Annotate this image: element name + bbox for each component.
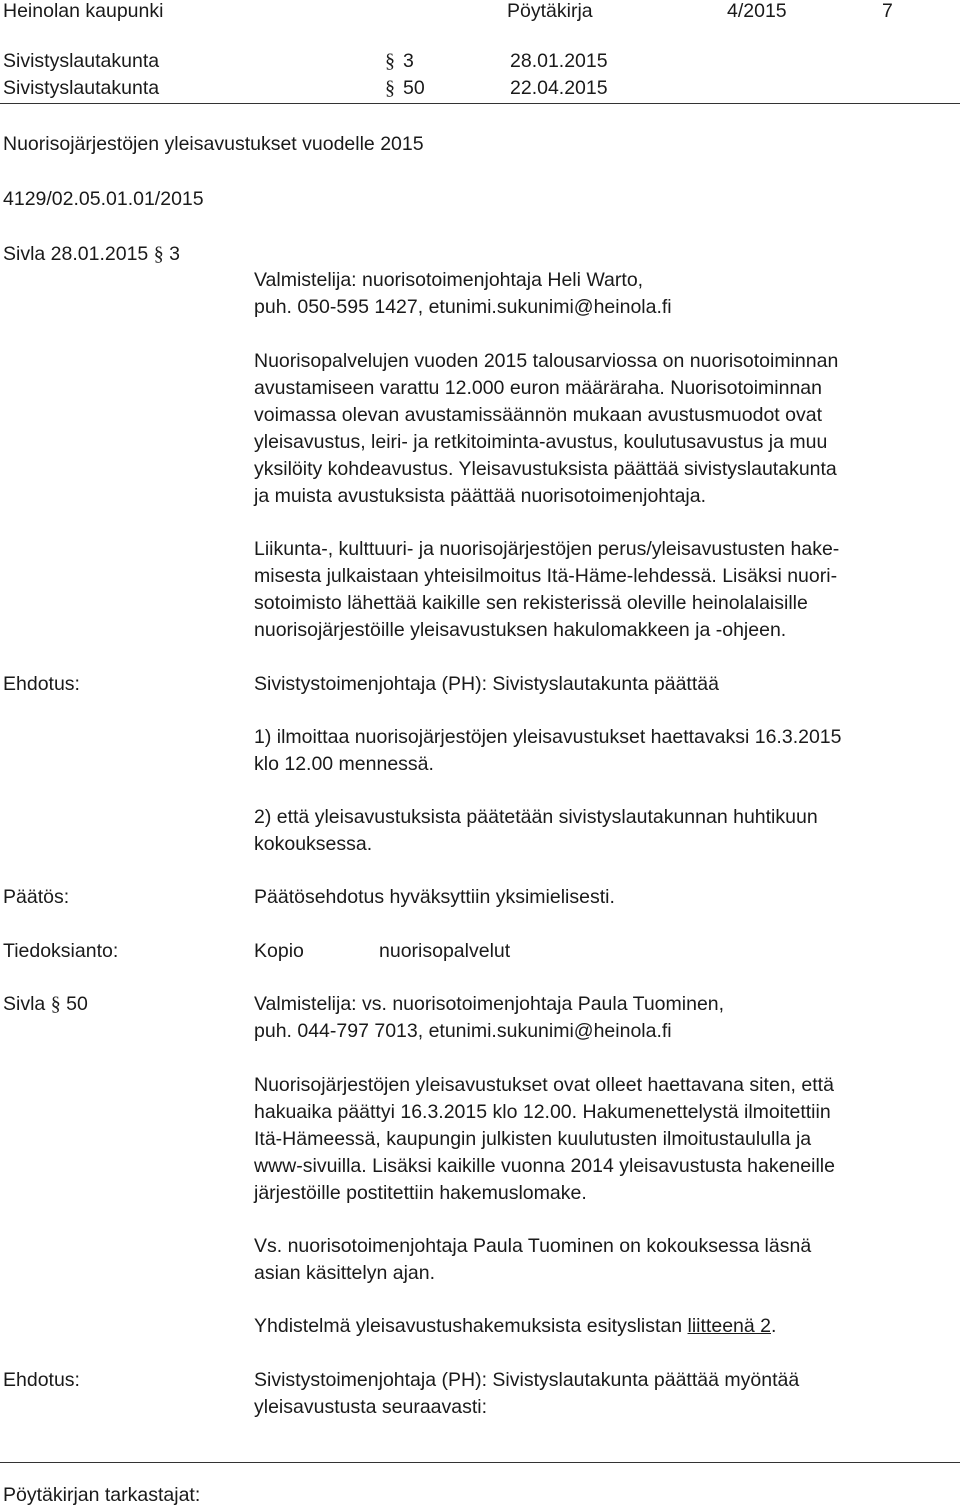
text-line: www-sivuilla. Lisäksi kaikille vuonna 2014 yleisavustusta hakeneille	[254, 1155, 835, 1177]
text-line: klo 12.00 mennessä.	[254, 753, 434, 775]
doc-type: Pöytäkirja	[507, 0, 593, 22]
text-line: 1) ilmoittaa nuorisojärjestöjen yleisavustukset haettavaksi 16.3.2015	[254, 726, 842, 748]
sivla3-proposal-label: Ehdotus:	[3, 673, 80, 695]
sivla3-num: 3	[169, 243, 180, 265]
meeting-body: Sivistyslautakunta	[3, 50, 160, 72]
sivla3-date: Sivla 28.01.2015	[3, 243, 149, 265]
meeting-section: 3	[403, 50, 414, 72]
sivla50-prefix: Sivla	[3, 993, 46, 1015]
sivla3-preparer-line1: Valmistelija: nuorisotoimenjohtaja Heli Warto,	[254, 269, 644, 291]
sivla50-proposal-label: Ehdotus:	[3, 1369, 80, 1391]
text-line: voimassa olevan avustamissäännön mukaan avustusmuodot ovat	[254, 404, 822, 426]
text-line: hakuaika päättyi 16.3.2015 klo 12.00. Hakumenettelystä ilmoitettiin	[254, 1101, 831, 1123]
sivla3-preparer-line2: puh. 050-595 1427, etunimi.sukunimi@heinola.fi	[254, 296, 672, 318]
attachment-link[interactable]: liitteenä 2	[687, 1315, 771, 1337]
meeting-date: 28.01.2015	[510, 50, 608, 72]
text-line: misesta julkaistaan yhteisilmoitus Itä-Häme-lehdessä. Lisäksi nuori-	[254, 565, 838, 587]
section-symbol: §	[153, 243, 164, 265]
sivla3-notice-label: Tiedoksianto:	[3, 940, 119, 962]
text-line: yleisavustusta seuraavasti:	[254, 1396, 488, 1418]
text-line: kokouksessa.	[254, 833, 373, 855]
meeting-section: 50	[403, 77, 425, 99]
text-line: Sivistystoimenjohtaja (PH): Sivistyslautakunta päättää myöntää	[254, 1369, 800, 1391]
text-line: Itä-Hämeessä, kaupungin julkisten kuulutusten ilmoitustaululla ja	[254, 1128, 812, 1150]
section-symbol: §	[385, 50, 395, 72]
text-line: yleisavustus, leiri- ja retkitoiminta-avustus, koulutusavustus ja muu	[254, 431, 828, 453]
sivla3-notice-kind: Kopio	[254, 940, 304, 962]
sivla50-paragraph-1	[254, 1072, 954, 1207]
sivla50-num: 50	[66, 993, 88, 1015]
section-symbol: §	[50, 993, 61, 1015]
summary-text: Yhdistelmä yleisavustushakemuksista esityslistan	[254, 1315, 688, 1337]
doc-number: 4/2015	[727, 0, 787, 22]
text-line: Vs. nuorisotoimenjohtaja Paula Tuominen on kokouksessa läsnä	[254, 1235, 812, 1257]
sivla50-summary	[254, 1313, 776, 1340]
document-title: Nuorisojärjestöjen yleisavustukset vuodelle 2015	[3, 133, 424, 155]
text-line: järjestöille postitettiin hakemuslomake.	[254, 1182, 587, 1204]
text-line: avustamiseen varattu 12.000 euron määräraha. Nuorisotoiminnan	[254, 377, 822, 399]
page-number: 7	[882, 0, 893, 22]
text-line: yksilöity kohdeavustus. Yleisavustuksista päättää sivistyslautakunta	[254, 458, 837, 480]
section-symbol: §	[385, 77, 395, 99]
meeting-date: 22.04.2015	[510, 77, 608, 99]
text-line: Nuorisopalvelujen vuoden 2015 talousarviossa on nuorisotoiminnan	[254, 350, 839, 372]
text-line: Liikunta-, kulttuuri- ja nuorisojärjestöjen perus/yleisavustusten hake-	[254, 538, 840, 560]
sivla3-paragraph-2	[254, 536, 954, 644]
text-line: nuorisojärjestöille yleisavustuksen hakulomakkeen ja -ohjeen.	[254, 619, 787, 641]
sivla3-decision-text: Päätösehdotus hyväksyttiin yksimielisesti.	[254, 886, 615, 908]
footer-label: Pöytäkirjan tarkastajat:	[3, 1484, 201, 1506]
sivla50-preparer-line1: Valmistelija: vs. nuorisotoimenjohtaja Paula Tuominen,	[254, 993, 725, 1015]
text-line: asian käsittelyn ajan.	[254, 1262, 436, 1284]
sivla3-item-2	[254, 804, 954, 858]
meeting-body: Sivistyslautakunta	[3, 77, 160, 99]
case-reference: 4129/02.05.01.01/2015	[3, 188, 204, 210]
sivla3-decision-label: Päätös:	[3, 886, 70, 908]
city-name: Heinolan kaupunki	[3, 0, 164, 22]
header-divider	[0, 103, 960, 104]
text-line: sotoimisto lähettää kaikille sen rekisterissä oleville heinolalaisille	[254, 592, 808, 614]
sivla50-paragraph-2	[254, 1233, 954, 1287]
sivla3-notice-to: nuorisopalvelut	[379, 940, 511, 962]
sivla3-label	[3, 241, 180, 268]
summary-end: .	[771, 1315, 777, 1337]
sivla50-proposal	[254, 1367, 954, 1421]
sivla50-label	[3, 991, 88, 1018]
text-line: ja muista avustuksista päättää nuorisotoimenjohtaja.	[254, 485, 707, 507]
sivla3-paragraph-1	[254, 348, 954, 510]
text-line: Nuorisojärjestöjen yleisavustukset ovat olleet haettavana siten, että	[254, 1074, 834, 1096]
text-line: 2) että yleisavustuksista päätetään sivistyslautakunnan huhtikuun	[254, 806, 818, 828]
sivla3-proposal-head: Sivistystoimenjohtaja (PH): Sivistyslautakunta päättää	[254, 673, 719, 695]
sivla50-preparer-line2: puh. 044-797 7013, etunimi.sukunimi@heinola.fi	[254, 1020, 672, 1042]
footer-divider	[0, 1462, 960, 1463]
sivla3-item-1	[254, 724, 954, 778]
